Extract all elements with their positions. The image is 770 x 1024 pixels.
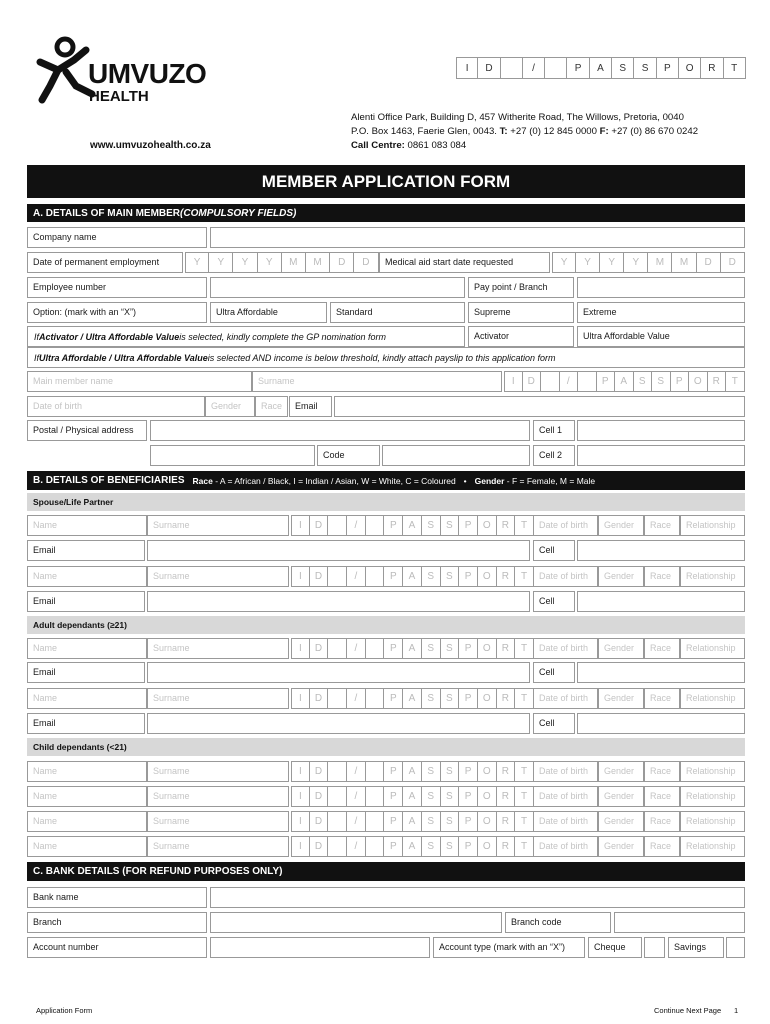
grid-cell[interactable]: S [441, 566, 460, 587]
grid-cell[interactable]: O [478, 836, 497, 857]
grid-cell[interactable]: Y [552, 252, 576, 273]
grid-cell[interactable]: / [523, 57, 545, 79]
beneficiary-gender-input[interactable]: Gender [598, 515, 644, 536]
grid-cell[interactable]: I [456, 57, 478, 79]
grid-cell[interactable]: I [291, 786, 310, 807]
logo [36, 36, 226, 106]
beneficiary-gender-input[interactable]: Gender [598, 761, 644, 782]
grid-cell[interactable] [501, 57, 523, 79]
beneficiary-dob-input[interactable]: Date of birth [533, 566, 598, 587]
grid-cell[interactable] [545, 57, 567, 79]
grid-cell[interactable]: D [310, 515, 329, 536]
grid-cell[interactable]: M [306, 252, 330, 273]
grid-cell[interactable] [328, 688, 347, 709]
main-member-race-input[interactable]: Race [255, 396, 288, 417]
grid-cell[interactable]: Y [576, 252, 600, 273]
beneficiary-gender-input[interactable]: Gender [598, 811, 644, 832]
perm-employment-date[interactable] [185, 252, 379, 273]
page-number: 1 [734, 1006, 739, 1015]
grid-cell[interactable]: / [560, 371, 579, 392]
grid-cell[interactable]: O [478, 786, 497, 807]
grid-cell[interactable] [578, 371, 597, 392]
beneficiary-gender-input[interactable]: Gender [598, 836, 644, 857]
grid-cell[interactable] [366, 786, 385, 807]
beneficiary-gender-input[interactable]: Gender [598, 638, 644, 659]
grid-cell[interactable]: Y [233, 252, 257, 273]
grid-cell[interactable]: T [515, 638, 534, 659]
po-box-line: P.O. Box 1463, Faerie Glen, 0043. T: +27 (0) 12 845 0000 F: +27 (0) 86 670 0242 [351, 126, 699, 137]
grid-cell[interactable]: D [310, 638, 329, 659]
beneficiary-surname-input[interactable]: Surname [147, 786, 289, 807]
beneficiary-name-input[interactable]: Name [27, 761, 147, 782]
grid-cell[interactable]: R [497, 515, 516, 536]
beneficiary-surname-input[interactable]: Surname [147, 836, 289, 857]
beneficiary-id-grid[interactable] [291, 836, 534, 857]
child-header: Child dependants (<21) [27, 738, 745, 756]
grid-cell[interactable]: / [347, 688, 366, 709]
beneficiary-relationship-input[interactable]: Relationship [680, 761, 745, 782]
grid-cell[interactable]: T [515, 811, 534, 832]
beneficiary-name-input[interactable]: Name [27, 786, 147, 807]
option-ultra-affordable-value[interactable]: Ultra Affordable Value [577, 326, 745, 347]
beneficiary-email-input[interactable] [147, 540, 530, 561]
beneficiary-email-label: Email [27, 662, 145, 683]
grid-cell[interactable]: / [347, 761, 366, 782]
grid-cell[interactable]: A [403, 638, 422, 659]
grid-cell[interactable]: I [291, 638, 310, 659]
beneficiary-surname-input[interactable]: Surname [147, 688, 289, 709]
grid-cell[interactable]: D [721, 252, 745, 273]
grid-cell[interactable]: D [310, 786, 329, 807]
grid-cell[interactable]: Y [258, 252, 282, 273]
grid-cell[interactable] [328, 638, 347, 659]
grid-cell[interactable]: A [403, 566, 422, 587]
beneficiary-surname-input[interactable]: Surname [147, 761, 289, 782]
beneficiary-id-grid[interactable] [291, 786, 534, 807]
beneficiary-dob-input[interactable]: Date of birth [533, 836, 598, 857]
grid-cell[interactable]: M [672, 252, 696, 273]
grid-cell[interactable]: P [384, 811, 403, 832]
postal-address-input-2[interactable] [150, 445, 315, 466]
grid-cell[interactable]: I [291, 811, 310, 832]
grid-cell[interactable]: P [459, 761, 478, 782]
beneficiary-surname-input[interactable]: Surname [147, 811, 289, 832]
cheque-label: Cheque [588, 937, 642, 958]
grid-cell[interactable]: T [515, 566, 534, 587]
beneficiary-email-input[interactable] [147, 662, 530, 683]
grid-cell[interactable]: T [515, 761, 534, 782]
grid-cell[interactable]: D [697, 252, 721, 273]
account-type-label: Account type (mark with an “X”) [433, 937, 585, 958]
grid-cell[interactable]: S [441, 786, 460, 807]
beneficiary-email-label: Email [27, 540, 145, 561]
code-label: Code [317, 445, 380, 466]
grid-cell[interactable]: R [497, 566, 516, 587]
grid-cell[interactable]: P [671, 371, 690, 392]
address-line: Alenti Office Park, Building D, 457 Witherite Road, The Willows, Pretoria, 0040 [351, 112, 684, 123]
payslip-note: If Ultra Affordable / Ultra Affordable Value is selected AND income is below threshold, kindly attach payslip to this application form [27, 347, 745, 368]
grid-cell[interactable]: P [567, 57, 589, 79]
grid-cell[interactable]: I [291, 566, 310, 587]
beneficiary-name-input[interactable]: Name [27, 515, 147, 536]
beneficiary-name-input[interactable]: Name [27, 566, 147, 587]
grid-cell[interactable]: S [441, 688, 460, 709]
grid-cell[interactable]: I [291, 836, 310, 857]
footer-right: Continue Next Page [654, 1006, 722, 1015]
grid-cell[interactable]: D [354, 252, 378, 273]
grid-cell[interactable] [541, 371, 560, 392]
beneficiary-relationship-input[interactable]: Relationship [680, 638, 745, 659]
grid-cell[interactable]: O [478, 761, 497, 782]
grid-cell[interactable]: A [403, 786, 422, 807]
grid-cell[interactable] [366, 836, 385, 857]
beneficiary-dob-input[interactable]: Date of birth [533, 638, 598, 659]
cell2-label: Cell 2 [533, 445, 575, 466]
grid-cell[interactable]: T [515, 688, 534, 709]
grid-cell[interactable]: S [422, 836, 441, 857]
beneficiary-id-grid[interactable] [291, 638, 534, 659]
beneficiary-relationship-input[interactable]: Relationship [680, 786, 745, 807]
beneficiary-dob-input[interactable]: Date of birth [533, 515, 598, 536]
grid-cell[interactable]: M [282, 252, 306, 273]
beneficiary-name-input[interactable]: Name [27, 811, 147, 832]
beneficiary-email-input[interactable] [147, 713, 530, 734]
beneficiary-cell-label: Cell [533, 662, 575, 683]
grid-cell[interactable]: Y [624, 252, 648, 273]
beneficiary-cell-input[interactable] [577, 540, 745, 561]
branch-input[interactable] [210, 912, 502, 933]
beneficiary-surname-input[interactable]: Surname [147, 515, 289, 536]
branch-code-input[interactable] [614, 912, 745, 933]
grid-cell[interactable]: R [497, 638, 516, 659]
grid-cell[interactable]: S [422, 566, 441, 587]
grid-cell[interactable]: D [330, 252, 354, 273]
company-name-label: Company name [27, 227, 207, 248]
beneficiary-race-input[interactable]: Race [644, 786, 680, 807]
grid-cell[interactable]: A [403, 836, 422, 857]
account-number-input[interactable] [210, 937, 430, 958]
grid-cell[interactable]: P [384, 566, 403, 587]
contact-block [351, 111, 698, 153]
grid-cell[interactable]: T [515, 836, 534, 857]
grid-cell[interactable]: A [590, 57, 612, 79]
beneficiary-dob-input[interactable]: Date of birth [533, 761, 598, 782]
grid-cell[interactable] [366, 515, 385, 536]
employee-number-label: Employee number [27, 277, 207, 298]
gp-nomination-note: If Activator / Ultra Affordable Value is selected, kindly complete the GP nomination form [27, 326, 465, 347]
beneficiary-cell-input[interactable] [577, 713, 745, 734]
account-number-label: Account number [27, 937, 207, 958]
grid-cell[interactable]: R [708, 371, 727, 392]
beneficiary-id-grid[interactable] [291, 688, 534, 709]
employee-number-input[interactable] [210, 277, 465, 298]
medical-start-date[interactable] [552, 252, 745, 273]
grid-cell[interactable]: I [291, 515, 310, 536]
grid-cell[interactable] [366, 688, 385, 709]
cell1-input[interactable] [577, 420, 745, 441]
grid-cell[interactable]: A [615, 371, 634, 392]
adult-header: Adult dependants (≥21) [27, 616, 745, 634]
beneficiary-race-input[interactable]: Race [644, 638, 680, 659]
grid-cell[interactable]: / [347, 515, 366, 536]
grid-cell[interactable]: S [441, 811, 460, 832]
grid-cell[interactable]: S [422, 638, 441, 659]
grid-cell[interactable]: P [459, 836, 478, 857]
beneficiary-gender-input[interactable]: Gender [598, 786, 644, 807]
beneficiary-relationship-input[interactable]: Relationship [680, 515, 745, 536]
grid-cell[interactable]: A [403, 688, 422, 709]
grid-cell[interactable]: D [310, 688, 329, 709]
grid-cell[interactable]: S [422, 786, 441, 807]
main-member-surname-input[interactable]: Surname [252, 371, 502, 392]
grid-cell[interactable] [328, 515, 347, 536]
postal-address-label: Postal / Physical address [27, 420, 147, 441]
grid-cell[interactable]: / [347, 638, 366, 659]
grid-cell[interactable]: / [347, 786, 366, 807]
beneficiary-race-input[interactable]: Race [644, 515, 680, 536]
grid-cell[interactable]: P [384, 761, 403, 782]
grid-cell[interactable]: S [441, 515, 460, 536]
grid-cell[interactable]: I [291, 761, 310, 782]
grid-cell[interactable]: O [689, 371, 708, 392]
beneficiary-name-input[interactable]: Name [27, 688, 147, 709]
grid-cell[interactable]: Y [209, 252, 233, 273]
cell2-input[interactable] [577, 445, 745, 466]
logo-figure-icon [36, 36, 96, 104]
beneficiary-id-grid[interactable] [291, 515, 534, 536]
option-extreme[interactable]: Extreme [577, 302, 745, 323]
beneficiary-id-grid[interactable] [291, 761, 534, 782]
cell1-label: Cell 1 [533, 420, 575, 441]
beneficiary-race-input[interactable]: Race [644, 566, 680, 587]
grid-cell[interactable]: D [310, 566, 329, 587]
grid-cell[interactable]: D [310, 811, 329, 832]
beneficiary-cell-label: Cell [533, 540, 575, 561]
main-member-id-grid[interactable] [504, 371, 745, 392]
beneficiary-cell-label: Cell [533, 591, 575, 612]
main-member-gender-input[interactable]: Gender [205, 396, 255, 417]
beneficiary-race-input[interactable]: Race [644, 761, 680, 782]
website: www.umvuzohealth.co.za [90, 140, 211, 151]
section-a-header: A. DETAILS OF MAIN MEMBER (COMPULSORY FIELDS) [27, 204, 745, 222]
beneficiary-email-input[interactable] [147, 591, 530, 612]
perm-employment-label: Date of permanent employment [27, 252, 183, 273]
grid-cell[interactable]: A [403, 515, 422, 536]
grid-cell[interactable]: T [515, 786, 534, 807]
grid-cell[interactable] [328, 761, 347, 782]
grid-cell[interactable]: A [403, 761, 422, 782]
footer-left: Application Form [36, 1006, 93, 1015]
beneficiary-race-input[interactable]: Race [644, 688, 680, 709]
grid-cell[interactable] [328, 786, 347, 807]
beneficiary-dob-input[interactable]: Date of birth [533, 688, 598, 709]
grid-cell[interactable]: D [478, 57, 500, 79]
grid-cell[interactable] [366, 566, 385, 587]
grid-cell[interactable]: O [478, 638, 497, 659]
grid-cell[interactable]: P [459, 786, 478, 807]
brand-name: UMVUZO [88, 58, 207, 89]
option-ultra-affordable[interactable]: Ultra Affordable [210, 302, 327, 323]
postal-address-input[interactable] [150, 420, 530, 441]
beneficiary-name-input[interactable]: Name [27, 836, 147, 857]
grid-cell[interactable]: R [497, 836, 516, 857]
beneficiary-relationship-input[interactable]: Relationship [680, 811, 745, 832]
bank-name-label: Bank name [27, 887, 207, 908]
grid-cell[interactable]: R [497, 786, 516, 807]
grid-cell[interactable] [328, 566, 347, 587]
grid-cell[interactable] [328, 836, 347, 857]
beneficiary-cell-input[interactable] [577, 662, 745, 683]
grid-cell[interactable] [366, 638, 385, 659]
section-b-header: B. DETAILS OF BENEFICIARIES Race - A = African / Black, I = Indian / Asian, W = White, C = Coloured • Gender - F = Female, M = Male [27, 471, 745, 490]
beneficiary-relationship-input[interactable]: Relationship [680, 836, 745, 857]
option-label: Option: (mark with an “X”) [27, 302, 207, 323]
option-standard[interactable]: Standard [330, 302, 465, 323]
grid-cell[interactable]: S [441, 761, 460, 782]
bank-name-input[interactable] [210, 887, 745, 908]
grid-cell[interactable]: / [347, 836, 366, 857]
beneficiary-race-input[interactable]: Race [644, 836, 680, 857]
grid-cell[interactable]: P [384, 836, 403, 857]
grid-cell[interactable]: S [634, 371, 653, 392]
grid-cell[interactable] [328, 811, 347, 832]
call-centre-line: Call Centre: 0861 083 084 [351, 140, 467, 151]
grid-cell[interactable]: S [634, 57, 656, 79]
beneficiary-surname-input[interactable]: Surname [147, 566, 289, 587]
grid-cell[interactable]: I [504, 371, 523, 392]
beneficiary-dob-input[interactable]: Date of birth [533, 811, 598, 832]
grid-cell[interactable]: R [497, 761, 516, 782]
savings-label: Savings [668, 937, 724, 958]
beneficiary-surname-input[interactable]: Surname [147, 638, 289, 659]
main-member-dob-input[interactable]: Date of birth [27, 396, 205, 417]
branch-label: Branch [27, 912, 207, 933]
beneficiary-relationship-input[interactable]: Relationship [680, 566, 745, 587]
grid-cell[interactable]: O [478, 688, 497, 709]
grid-cell[interactable]: T [726, 371, 745, 392]
grid-cell[interactable]: R [497, 688, 516, 709]
pay-point-input[interactable] [577, 277, 745, 298]
grid-cell[interactable]: / [347, 566, 366, 587]
grid-cell[interactable]: P [459, 638, 478, 659]
beneficiary-gender-input[interactable]: Gender [598, 688, 644, 709]
beneficiary-race-input[interactable]: Race [644, 811, 680, 832]
form-title: MEMBER APPLICATION FORM [27, 165, 745, 198]
grid-cell[interactable]: M [648, 252, 672, 273]
beneficiary-dob-input[interactable]: Date of birth [533, 786, 598, 807]
grid-cell[interactable]: S [422, 688, 441, 709]
grid-cell[interactable]: Y [185, 252, 209, 273]
grid-cell[interactable]: I [291, 688, 310, 709]
main-member-email-input[interactable] [334, 396, 745, 417]
grid-cell[interactable]: T [515, 515, 534, 536]
beneficiary-gender-input[interactable]: Gender [598, 566, 644, 587]
grid-cell[interactable]: S [441, 836, 460, 857]
grid-cell[interactable]: O [478, 566, 497, 587]
grid-cell[interactable]: D [310, 836, 329, 857]
grid-cell[interactable]: P [384, 638, 403, 659]
grid-cell[interactable]: S [422, 515, 441, 536]
grid-cell[interactable]: P [384, 786, 403, 807]
grid-cell[interactable]: P [597, 371, 616, 392]
grid-cell[interactable]: T [724, 57, 746, 79]
grid-cell[interactable]: S [441, 638, 460, 659]
option-supreme[interactable]: Supreme [468, 302, 574, 323]
savings-checkbox[interactable] [726, 937, 745, 958]
beneficiary-email-label: Email [27, 713, 145, 734]
beneficiary-cell-label: Cell [533, 713, 575, 734]
main-member-email-label: Email [289, 396, 332, 417]
grid-cell[interactable]: P [459, 515, 478, 536]
code-input[interactable] [382, 445, 530, 466]
grid-cell[interactable]: S [422, 811, 441, 832]
main-member-name-input[interactable]: Main member name [27, 371, 252, 392]
cheque-checkbox[interactable] [644, 937, 665, 958]
beneficiary-id-grid[interactable] [291, 566, 534, 587]
grid-cell[interactable]: O [478, 515, 497, 536]
grid-cell[interactable] [366, 811, 385, 832]
grid-cell[interactable]: A [403, 811, 422, 832]
grid-cell[interactable]: P [459, 811, 478, 832]
pay-point-label: Pay point / Branch [468, 277, 574, 298]
medical-start-label: Medical aid start date requested [379, 252, 550, 273]
option-activator[interactable]: Activator [468, 326, 574, 347]
grid-cell[interactable]: / [347, 811, 366, 832]
beneficiary-relationship-input[interactable]: Relationship [680, 688, 745, 709]
grid-cell[interactable] [366, 761, 385, 782]
grid-cell[interactable]: S [422, 761, 441, 782]
grid-cell[interactable]: R [497, 811, 516, 832]
grid-cell[interactable]: R [701, 57, 723, 79]
branch-code-label: Branch code [505, 912, 611, 933]
grid-cell[interactable]: P [384, 515, 403, 536]
beneficiary-name-input[interactable]: Name [27, 638, 147, 659]
grid-cell[interactable]: S [652, 371, 671, 392]
grid-cell[interactable]: P [459, 688, 478, 709]
beneficiary-cell-input[interactable] [577, 591, 745, 612]
grid-cell[interactable]: P [657, 57, 679, 79]
grid-cell[interactable]: S [612, 57, 634, 79]
company-name-input[interactable] [210, 227, 745, 248]
beneficiary-email-label: Email [27, 591, 145, 612]
beneficiary-id-grid[interactable] [291, 811, 534, 832]
grid-cell[interactable]: D [310, 761, 329, 782]
brand-sub: HEALTH [89, 88, 149, 105]
grid-cell[interactable]: O [679, 57, 701, 79]
grid-cell[interactable]: P [459, 566, 478, 587]
section-c-header: C. BANK DETAILS (FOR REFUND PURPOSES ONLY) [27, 862, 745, 881]
grid-cell[interactable]: Y [600, 252, 624, 273]
grid-cell[interactable]: D [523, 371, 542, 392]
grid-cell[interactable]: P [384, 688, 403, 709]
grid-cell[interactable]: O [478, 811, 497, 832]
spouse-header: Spouse/Life Partner [27, 493, 745, 511]
id-passport-header [456, 57, 746, 79]
